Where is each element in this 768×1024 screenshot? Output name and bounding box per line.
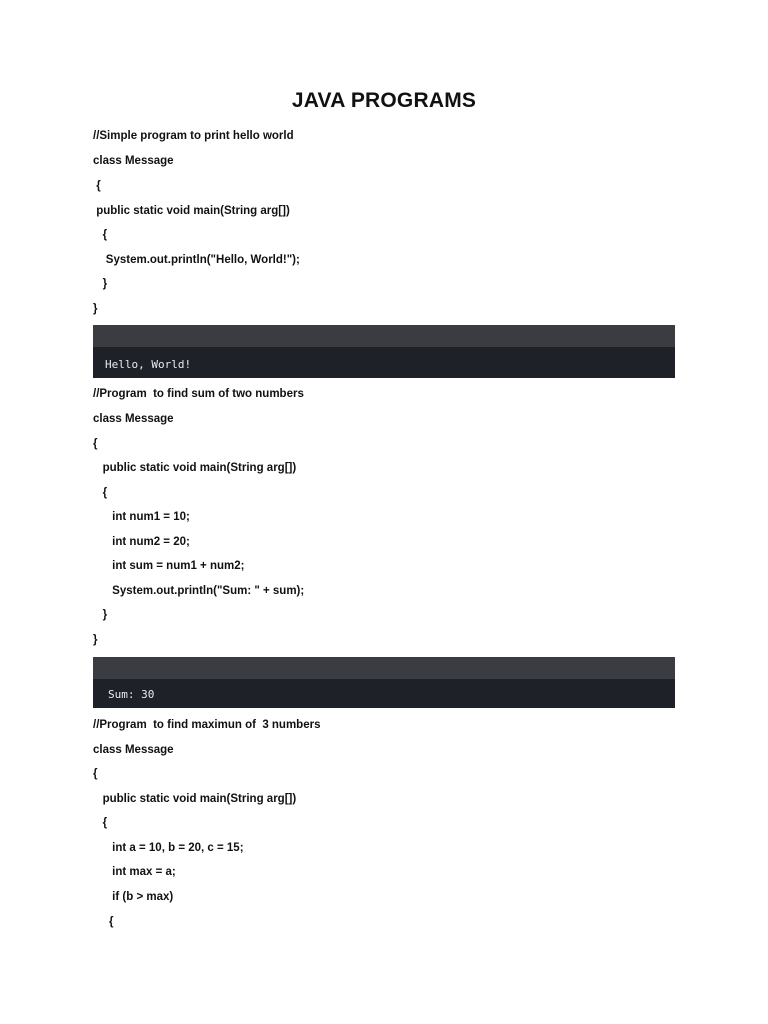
code-line: class Message <box>93 413 174 425</box>
code-line: class Message <box>93 744 174 756</box>
output-console <box>93 325 675 378</box>
code-line: { <box>93 817 108 829</box>
console-header-bar <box>93 325 675 347</box>
code-line: int a = 10, b = 20, c = 15; <box>93 842 244 854</box>
code-line: } <box>93 634 98 646</box>
code-line: int num2 = 20; <box>93 536 190 548</box>
code-line: int sum = num1 + num2; <box>93 560 245 572</box>
console-header-bar <box>93 657 675 679</box>
code-line: { <box>93 180 101 192</box>
code-line: { <box>93 916 114 928</box>
code-line: if (b > max) <box>93 891 174 903</box>
code-line: { <box>93 438 98 450</box>
code-line: public static void main(String arg[]) <box>93 205 290 217</box>
code-line: class Message <box>93 155 174 167</box>
code-line: public static void main(String arg[]) <box>93 793 297 805</box>
code-line: { <box>93 768 98 780</box>
code-line: System.out.println("Hello, World!"); <box>93 254 300 266</box>
code-line: } <box>93 609 108 621</box>
code-line: public static void main(String arg[]) <box>93 462 297 474</box>
code-line: } <box>93 278 108 290</box>
code-comment: //Program to find sum of two numbers <box>93 388 304 400</box>
code-line: int num1 = 10; <box>93 511 190 523</box>
code-line: int max = a; <box>93 866 176 878</box>
code-line: System.out.println("Sum: " + sum); <box>93 585 305 597</box>
page-title: JAVA PROGRAMS <box>291 89 477 112</box>
code-line: } <box>93 303 98 315</box>
code-line: { <box>93 487 108 499</box>
console-output: Sum: 30 <box>108 688 155 701</box>
console-output: Hello, World! <box>105 358 192 371</box>
output-console <box>93 657 675 708</box>
code-comment: //Program to find maximun of 3 numbers <box>93 719 321 731</box>
code-line: { <box>93 229 108 241</box>
code-comment: //Simple program to print hello world <box>93 130 294 142</box>
